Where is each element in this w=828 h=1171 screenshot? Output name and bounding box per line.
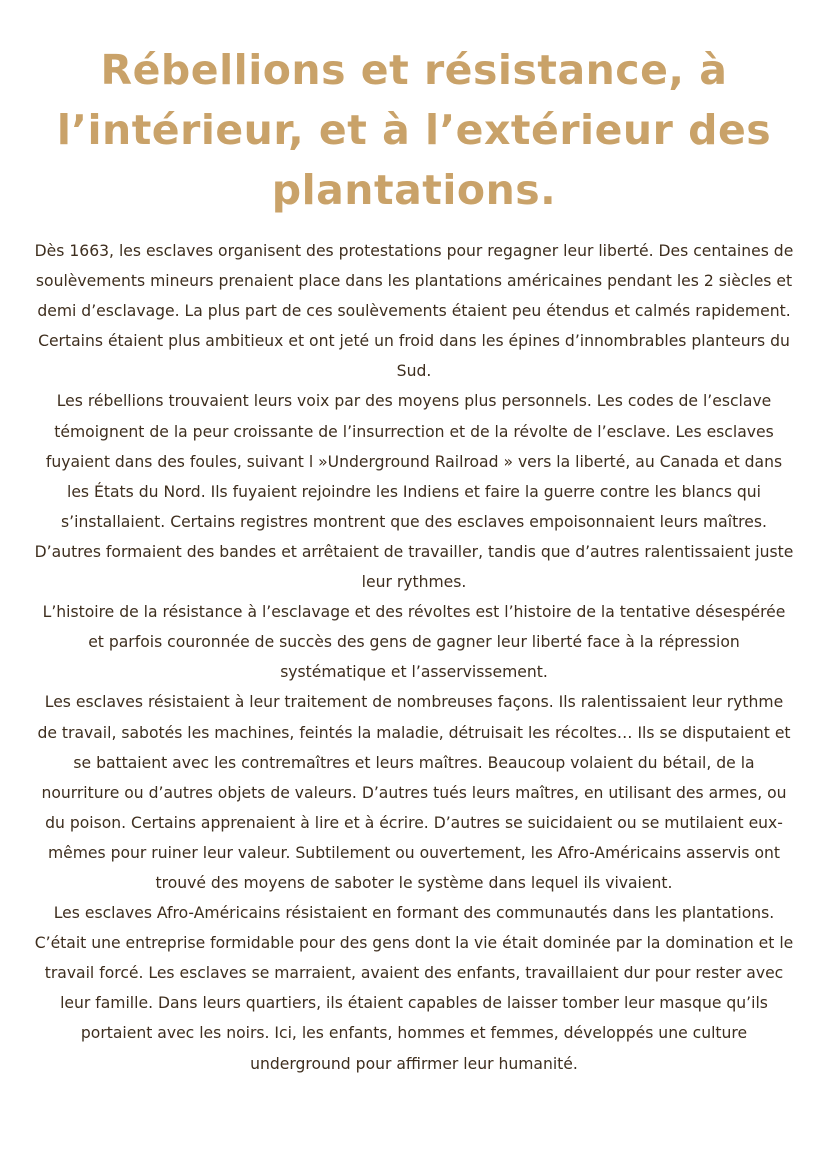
paragraph-2: Les rébellions trouvaient leurs voix par des moyens plus personnels. Les codes de l’esclave témoignent de la peur croissante de l’insurrection et de la révolte de l’esclave. Les esclaves fuyaient dans des foules, suivant l »Underground Railroad » vers la liberté, au Canada et dans les États du Nord. Ils fuyaient rejoindre les Indiens et faire la guerre contre les blancs qui s’installaient. Certains registres montrent que des esclaves empoisonnaient leurs maîtres. D’autres formaient des bandes et arrêtaient de travailler, tandis que d’autres ralentissaient juste leur rythmes. xyxy=(34,392,794,592)
paragraph-5: Les esclaves Afro-Américains résistaient en formant des communautés dans les plantations. C’était une entreprise formidable pour des gens dont la vie était dominée par la domination et le travail forcé. Les esclaves se marraient, avaient des enfants, travaillaient dur pour rester avec leur famille. Dans leurs quartiers, ils étaient capables de laisser tomber leur masque qu’ils portaient avec les noirs. Ici, les enfants, hommes et femmes, développés une culture underground pour affirmer leur humanité. xyxy=(34,904,794,1073)
paragraph-3: L’histoire de la résistance à l’esclavage et des révoltes est l’histoire de la tentative désespérée et parfois couronnée de succès des gens de gagner leur liberté face à la répression systématique et l’asservissement. xyxy=(42,603,786,682)
paragraph-1: Dès 1663, les esclaves organisent des protestations pour regagner leur liberté. Des centaines de soulèvements mineurs prenaient place dans les plantations américaines pendant les 2 siècles et demi d’esclavage. La plus part de ces soulèvements étaient peu étendus et calmés rapidement. Certains étaient plus ambitieux et ont jeté un froid dans les épines d’innombrables planteurs du Sud. xyxy=(34,242,794,381)
paragraph-4: Les esclaves résistaient à leur traitement de nombreuses façons. Ils ralentissaient leur rythme de travail, sabotés les machines, feintés la maladie, détruisait les récoltes… Ils se disputaient et se battaient avec les contremaîtres et leurs maîtres. Beaucoup volaient du bétail, de la nourriture ou d’autres objets de valeurs. D’autres tués leurs maîtres, en utilisant des armes, ou du poison. Certains apprenaient à lire et à écrire. D’autres se suicidaient ou se mutilaient eux-mêmes pour ruiner leur valeur. Subtilement ou ouvertement, les Afro-Américains asservis ont trouvé des moyens de saboter le système dans lequel ils vivaient. xyxy=(37,693,791,892)
page-title: Rébellions et résistance, à l’intérieur, et à l’extérieur des plantations. xyxy=(56,46,772,214)
article-body xyxy=(34,236,794,1079)
